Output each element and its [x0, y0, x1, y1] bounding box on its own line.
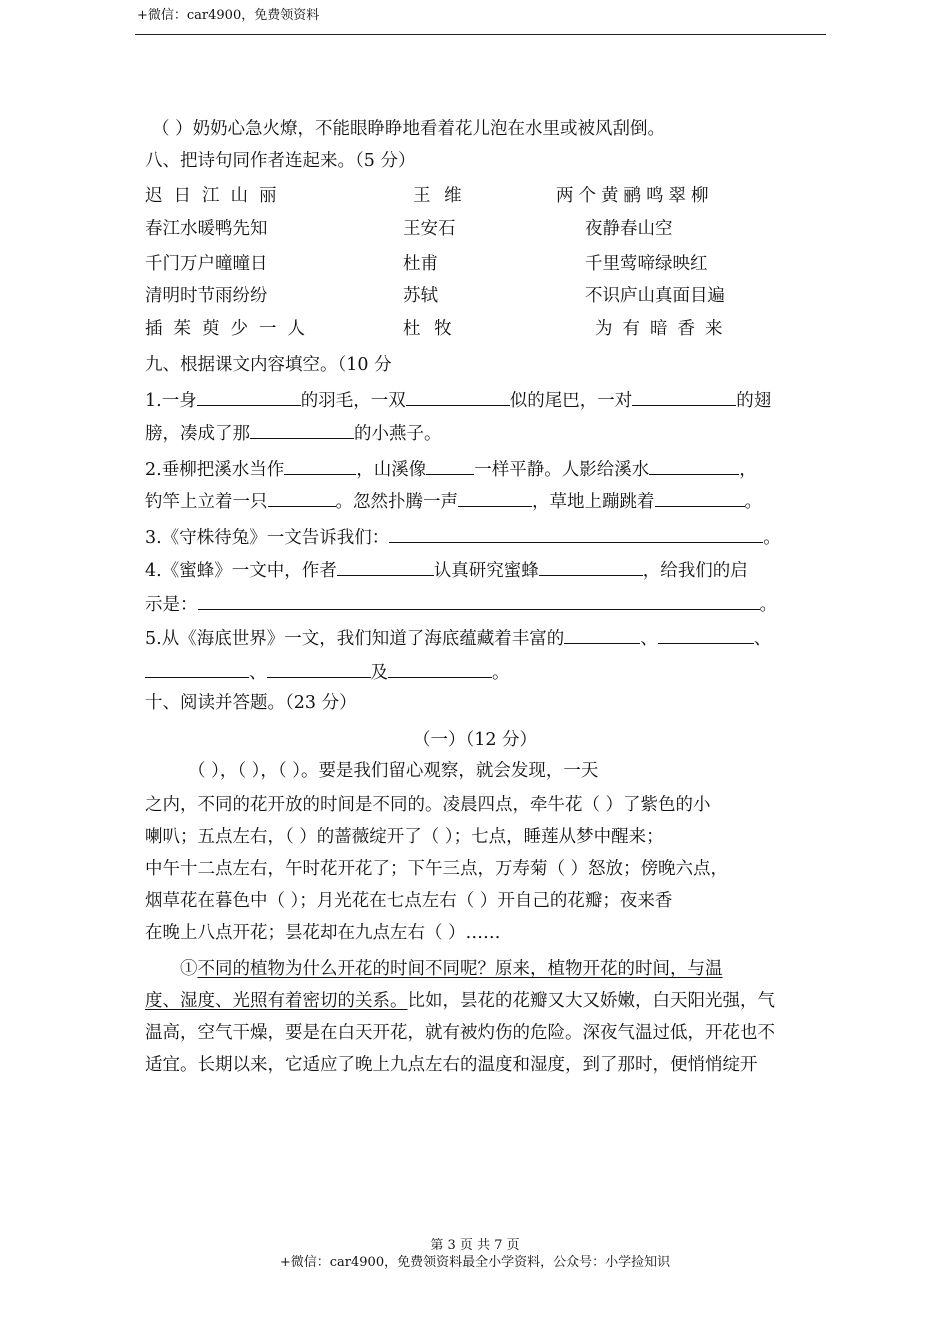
- answer-blank[interactable]: [268, 488, 336, 507]
- reading-line: （ ），（ ），（ ）。要是我们留心观察，就会发现，一天: [188, 761, 599, 781]
- q8-col1-item: 清明时节雨纷纷: [145, 286, 268, 306]
- reading-line: [145, 990, 775, 1012]
- text: 比如，昙花的花瓣又大又娇嫩，白天阳光强，气: [407, 991, 775, 1011]
- header-watermark: +微信：car4900，免费领资料: [137, 8, 320, 23]
- q8-col2-item: 王安石: [403, 219, 456, 239]
- text: 的羽毛，一双: [300, 391, 406, 411]
- q9-item1-cont: [145, 420, 442, 445]
- circled-number: ①: [180, 959, 198, 979]
- answer-blank[interactable]: [426, 456, 474, 475]
- text: 的翅: [736, 391, 772, 411]
- q8-col1-item: 春江水暖鸭先知: [145, 219, 268, 239]
- text: 2.垂柳把溪水当作: [145, 460, 285, 480]
- text: 一样平静。人影给溪水: [474, 460, 650, 480]
- answer-blank[interactable]: [250, 420, 354, 439]
- reading-line: 在晚上八点开花；昙花却在九点左右（ ）……: [145, 923, 501, 943]
- footer-watermark: +微信：car4900，免费领资料最全小学资料，公众号：小学捡知识: [279, 1255, 671, 1270]
- q9-title: 九、根据课文内容填空。（10 分: [145, 355, 392, 375]
- answer-blank[interactable]: [658, 625, 754, 644]
- text: ，: [739, 460, 757, 480]
- text: 、: [753, 629, 772, 649]
- answer-blank[interactable]: [539, 557, 643, 576]
- text: 的小燕子。: [354, 424, 442, 444]
- q8-col3-item: 夜静春山空: [585, 219, 673, 239]
- text: 1.一身: [145, 391, 197, 411]
- text: 、: [249, 663, 267, 683]
- q8-col1-item: 千门万户曈曈日: [145, 254, 268, 274]
- text: 示是：: [145, 595, 198, 615]
- text: 认真研究蜜蜂: [433, 561, 539, 581]
- text: 5.从《海底世界》一文，我们知道了海底蕴藏着丰富的: [145, 629, 565, 649]
- reading-line: 喇叭；五点左右，（ ）的蔷薇绽开了（ ）；七点，睡莲从梦中醒来；: [145, 827, 664, 847]
- q8-col1-item: 插茱萸少一人: [145, 319, 316, 339]
- q8-col2-item: 王 维: [413, 186, 466, 206]
- answer-blank[interactable]: [267, 659, 371, 678]
- q9-item2: [145, 456, 757, 481]
- underlined-sentence: 度、湿度、光照有着密切的关系。: [145, 991, 408, 1011]
- answer-blank[interactable]: [632, 387, 736, 406]
- q8-col1-item: 迟日江山丽: [145, 186, 288, 206]
- reading-line: 中午十二点左右，午时花开花了；下午三点，万寿菊（ ）怒放；傍晚六点，: [145, 859, 729, 879]
- text: 4.《蜜蜂》一文中，作者: [145, 561, 337, 581]
- q9-item4-cont: [145, 591, 777, 616]
- text: 似的尾巴，一对: [509, 391, 633, 411]
- text: ，山溪像: [356, 460, 427, 480]
- q8-col3-item: 不识庐山真面目遍: [585, 286, 725, 306]
- answer-blank[interactable]: [389, 524, 763, 543]
- q9-item5-cont: [145, 659, 510, 684]
- q8-title: 八、把诗句同作者连起来。（5 分）: [145, 151, 416, 171]
- q10-subtitle: （一）（12 分）: [412, 730, 538, 750]
- q9-item3: [145, 524, 781, 549]
- text: 膀，凑成了那: [145, 424, 250, 444]
- answer-blank[interactable]: [198, 591, 760, 610]
- text: 。: [763, 528, 781, 548]
- answer-blank[interactable]: [655, 488, 745, 507]
- q8-col3-item: 为有暗香来: [595, 319, 733, 339]
- answer-blank[interactable]: [458, 488, 532, 507]
- text: 及: [370, 663, 388, 683]
- q9-item5: [145, 625, 771, 650]
- q8-col2-item: 杜甫: [403, 254, 438, 274]
- q8-col3-item: 两个黄鹂鸣翠柳: [556, 186, 714, 206]
- header-rule: [135, 34, 826, 35]
- q10-title: 十、阅读并答题。（23 分）: [145, 693, 357, 713]
- answer-blank[interactable]: [197, 387, 301, 406]
- text: ，给我们的启: [642, 561, 748, 581]
- q9-item2-cont: [145, 488, 762, 513]
- answer-blank[interactable]: [649, 456, 739, 475]
- answer-blank[interactable]: [145, 659, 249, 678]
- answer-blank[interactable]: [388, 659, 492, 678]
- reading-line: 温高，空气干燥，要是在白天开花，就有被灼伤的危险。深夜气温过低，开花也不: [145, 1023, 775, 1043]
- text: 。: [759, 595, 777, 615]
- text: 钓竿上立着一只: [145, 492, 268, 512]
- text: 。: [492, 663, 510, 683]
- answer-blank[interactable]: [284, 456, 356, 475]
- q8-col2-item: 苏轼: [403, 286, 438, 306]
- reading-line: 适宜。长期以来，它适应了晚上九点左右的温度和湿度，到了那时，便悄悄绽开: [145, 1055, 758, 1075]
- q9-item4: [145, 557, 748, 582]
- answer-blank[interactable]: [406, 387, 510, 406]
- q8-col2-item: 杜 牧: [403, 319, 456, 339]
- text: ，草地上蹦跳着: [532, 492, 655, 512]
- reading-line: 烟草花在暮色中（ ）；月光花在七点左右（ ）开自己的花瓣；夜来香: [145, 891, 673, 911]
- answer-blank[interactable]: [337, 557, 434, 576]
- reading-line: 之内，不同的花开放的时间是不同的。凌晨四点，牵牛花（ ）了紫色的小: [145, 795, 711, 815]
- underlined-sentence: 不同的植物为什么开花的时间不同呢？原来，植物开花的时间，与温: [197, 959, 723, 979]
- text: 。忽然扑腾一声: [335, 492, 458, 512]
- page-number: 第 3 页 共 7 页: [430, 1238, 520, 1253]
- q9-item1: [145, 387, 771, 412]
- reading-line-underlined: [180, 958, 723, 980]
- answer-blank[interactable]: [564, 625, 640, 644]
- text: 、: [640, 629, 658, 649]
- q8-col3-item: 千里莺啼绿映红: [585, 254, 708, 274]
- q7-last-line: （ ）奶奶心急火燎，不能眼睁睁地看着花儿泡在水里或被风刮倒。: [152, 119, 666, 139]
- text: 3.《守株待兔》一文告诉我们：: [145, 528, 390, 548]
- text: 。: [744, 492, 762, 512]
